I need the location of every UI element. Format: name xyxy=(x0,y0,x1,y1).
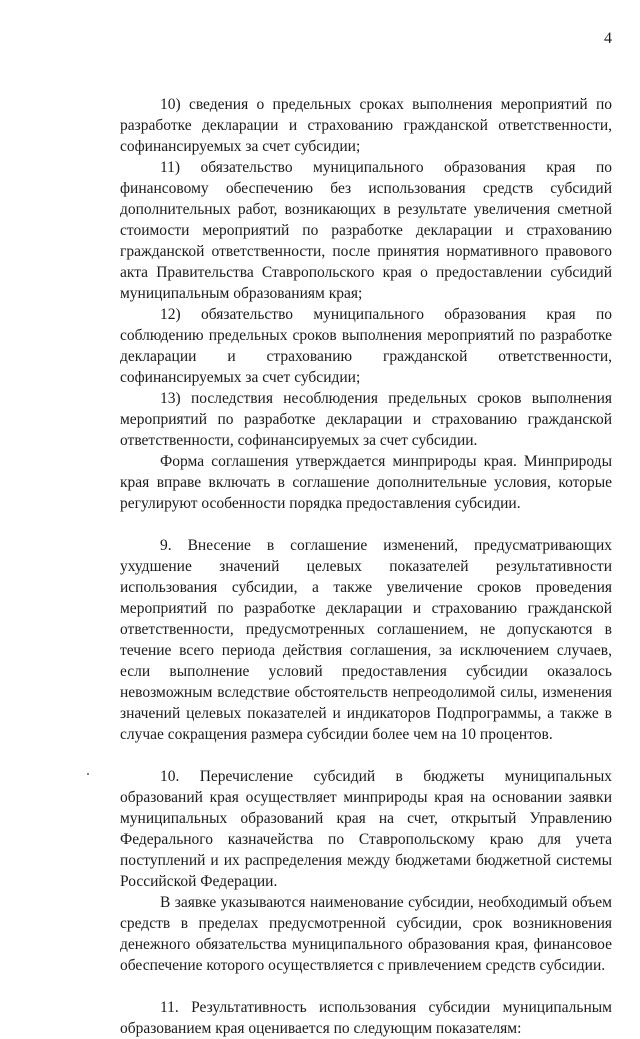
page-number: 4 xyxy=(604,30,612,47)
paragraph-agreement-form: Форма соглашения утверждается минприроды края. Минприроды края вправе включать в соглашение дополнительные условия, которые регулируют особенности порядка предоставления субсидии. xyxy=(120,453,612,512)
paragraph-item-12: 12) обязательство муниципального образования края по соблюдению предельных сроков выполнения мероприятий по разработке декларации и страхованию гражданской ответственности, софинансируемых за счет субсидии; xyxy=(120,306,612,386)
paragraph-item-13: 13) последствия несоблюдения предельных сроков выполнения мероприятий по разработке декларации и страхованию гражданской ответственности, софинансируемых за счет субсидии. xyxy=(120,390,612,449)
document-body xyxy=(120,94,612,1039)
paragraph-item-10: 10) сведения о предельных сроках выполнения мероприятий по разработке декларации и страхованию гражданской ответственности, софинансируемых за счет субсидии; xyxy=(120,96,612,155)
paragraph-section-9: 9. Внесение в соглашение изменений, предусматривающих ухудшение значений целевых показателей результативности использования субсидии, а также увеличение сроков проведения мероприятий по разработке декларации и страхованию гражданской ответственности, предусмотренных соглашением, не допускаются в течение всего периода действия соглашения, за исключением случаев, если выполнение условий предоставления субсидии оказалось невозможным вследствие обстоятельств непреодолимой силы, изменения значений целевых показателей и индикаторов Подпрограммы, а также в случае сокращения размера субсидии более чем на 10 процентов. xyxy=(120,537,612,743)
paragraph-application-contents: В заявке указываются наименование субсидии, необходимый объем средств в пределах предусмотренной субсидии, срок возникновения денежного обязательства муниципального образования края, финансовое обеспечение которого осуществляется с привлечением средств субсидии. xyxy=(120,894,612,974)
paragraph-section-10: 10. Перечисление субсидий в бюджеты муниципальных образований края осуществляет минприроды края на основании заявки муниципальных образований края на счет, открытый Управлению Федерального казначейства по Ставропольскому краю для учета поступлений и их распределения между бюджетами бюджетной системы Российской Федерации. xyxy=(120,768,612,890)
paragraph-section-11: 11. Результативность использования субсидии муниципальным образованием края оценивается по следующим показателям: xyxy=(120,999,612,1037)
paragraph-item-11: 11) обязательство муниципального образования края по финансовому обеспечению без использования средств субсидий дополнительных работ, возникающих в результате увеличения сметной стоимости мероприятий по разработке декларации и страхованию гражданской ответственности, после принятия нормативного правового акта Правительства Ставропольского края о предоставлении субсидий муниципальным образованиям края; xyxy=(120,159,612,302)
scan-speck xyxy=(87,773,89,775)
